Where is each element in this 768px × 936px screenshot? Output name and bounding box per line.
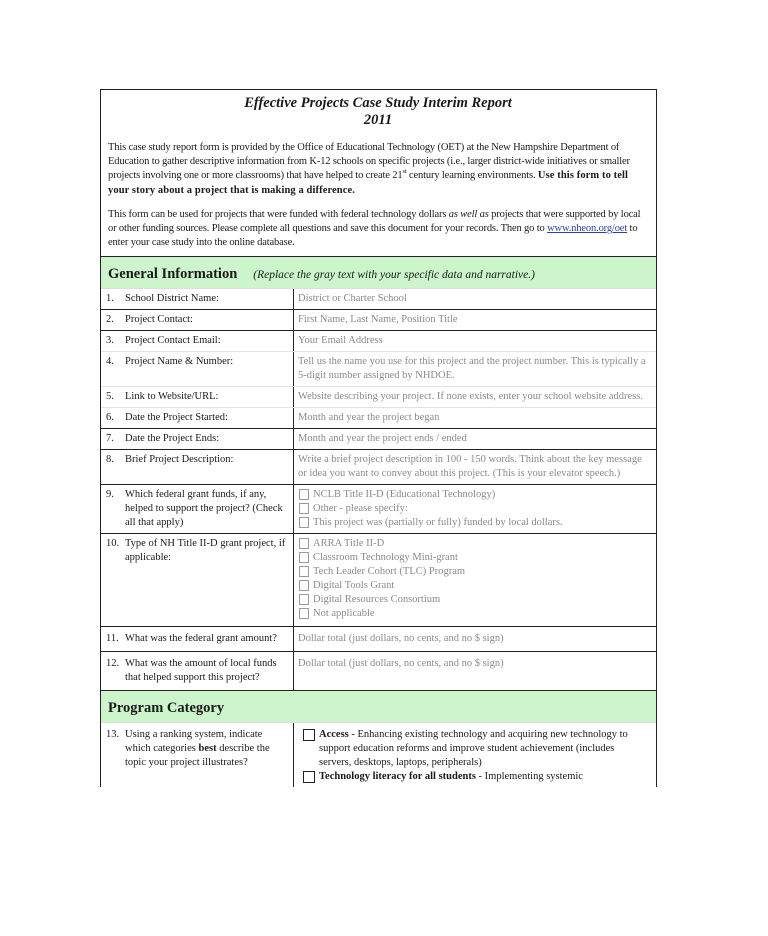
label-part: Using a ranking system, indicate which categories <box>125 729 263 755</box>
option-label <box>319 770 583 784</box>
option-label: ARRA Title II-D <box>313 538 385 550</box>
label-text: School District Name: <box>125 293 219 305</box>
intro-text: This form can be used for projects that were funded with federal technology dollars <box>108 208 449 220</box>
form-row-grant-type <box>101 534 656 627</box>
option-title: Technology literacy for all students <box>319 771 476 783</box>
row-number: 12. <box>106 658 120 670</box>
intro-text: This case study report form is provided by the Office of Educational Technology (OET) at the New Hampshire Department of Education to gather descriptive information from K-12 schools on specific projects (i.e., larger district-wide initiatives or smaller projects involving one or more classrooms) that have helped to create 21 <box>108 142 630 182</box>
category-option-access[interactable] <box>302 728 648 770</box>
intro-emphasis: Use this form to tell your story about a project that is making a difference. <box>108 170 629 196</box>
checkbox-option[interactable] <box>298 537 648 551</box>
row-number: 2. <box>106 314 114 326</box>
checkbox-option[interactable] <box>298 516 648 530</box>
option-label: Not applicable <box>313 608 375 620</box>
option-label: This project was (partially or fully) funded by local dollars. <box>313 517 563 529</box>
form-row-school-district <box>101 289 656 310</box>
checkbox-icon[interactable] <box>299 608 309 619</box>
row-label <box>101 331 294 351</box>
row-label <box>101 387 294 407</box>
intro-text: projects that were supported by local or other funding sources. Please complete all questions and save this document for your records. Then go to <box>108 208 641 235</box>
category-options <box>294 723 656 787</box>
checkbox-icon[interactable] <box>299 517 309 528</box>
checkbox-icon[interactable] <box>303 771 315 783</box>
option-label: Digital Resources Consortium <box>313 594 441 606</box>
row-number: 3. <box>106 335 114 347</box>
project-contact-field[interactable]: First Name, Last Name, Position Title <box>298 314 458 326</box>
form-row-project-contact <box>101 310 656 331</box>
checkbox-icon[interactable] <box>299 580 309 591</box>
row-number: 4. <box>106 356 114 368</box>
intro-paragraph-1 <box>108 141 648 198</box>
section-note: (Replace the gray text with your specific data and narrative.) <box>253 269 535 282</box>
local-amount-field[interactable]: Dollar total (just dollars, no cents, and no $ sign) <box>298 658 504 670</box>
intro-text-tail: century learning environments. <box>406 170 538 182</box>
row-number: 13. <box>106 729 120 741</box>
label-text: Link to Website/URL: <box>125 391 219 403</box>
checkbox-icon[interactable] <box>299 538 309 549</box>
row-label <box>101 627 294 651</box>
row-number: 1. <box>106 293 114 305</box>
option-label: Classroom Technology Mini-grant <box>313 552 458 564</box>
website-field[interactable]: Website describing your project. If none exists, enter your school website address. <box>298 391 643 403</box>
contact-email-field[interactable]: Your Email Address <box>298 335 383 347</box>
label-text: What was the amount of local funds that helped support this project? <box>125 658 277 684</box>
form-row-local-amount <box>101 652 656 691</box>
description-field[interactable]: Write a brief project description in 100 - 150 words. Think about the key message or idea you want to convey about this project. (This is your elevator speech.) <box>298 454 642 480</box>
option-label: Digital Tools Grant <box>313 580 395 592</box>
form-row-category-ranking <box>101 723 656 787</box>
checkbox-option[interactable] <box>298 502 648 516</box>
option-desc: - Enhancing existing technology and acquiring new technology to support education reforms and improve student achievement (includes servers, desktops, laptops, peripherals) <box>319 729 628 769</box>
grant-type-options <box>294 534 656 626</box>
form-row-federal-amount <box>101 627 656 652</box>
label-text: Which federal grant funds, if any, helped to support the project? (Check all that apply) <box>125 489 283 529</box>
row-label <box>101 485 294 533</box>
title-line-1: Effective Projects Case Study Interim Report <box>244 95 512 111</box>
checkbox-option[interactable] <box>298 551 648 565</box>
label-text: Project Contact: <box>125 314 193 326</box>
row-label <box>101 310 294 330</box>
label-text <box>125 728 289 784</box>
form-row-website <box>101 387 656 408</box>
form-row-date-ends <box>101 429 656 450</box>
option-title: Access <box>319 729 349 741</box>
label-emphasis: best <box>198 743 217 755</box>
section-program-category <box>101 691 656 723</box>
option-label: NCLB Title II-D (Educational Technology) <box>313 489 496 501</box>
federal-funds-options <box>294 485 656 533</box>
row-label <box>101 289 294 309</box>
row-label <box>101 723 294 787</box>
intro-italic: as well as <box>448 208 489 220</box>
category-option-tech-literacy[interactable] <box>302 770 648 784</box>
row-number: 9. <box>106 489 114 501</box>
row-number: 10. <box>106 538 120 550</box>
label-text: Project Name & Number: <box>125 356 234 368</box>
ordinal-suffix: st <box>402 168 407 176</box>
checkbox-option[interactable] <box>298 593 648 607</box>
label-part: describe the topic your project illustrates? <box>125 743 270 769</box>
option-desc: - Implementing systemic <box>475 771 583 783</box>
checkbox-icon[interactable] <box>299 552 309 563</box>
checkbox-option[interactable] <box>298 565 648 579</box>
federal-amount-field[interactable]: Dollar total (just dollars, no cents, and no $ sign) <box>298 633 504 645</box>
label-text: Date the Project Ends: <box>125 433 220 445</box>
checkbox-icon[interactable] <box>299 503 309 514</box>
option-label: Tech Leader Cohort (TLC) Program <box>313 566 466 578</box>
checkbox-option[interactable] <box>298 579 648 593</box>
row-label <box>101 652 294 690</box>
row-number: 7. <box>106 433 114 445</box>
checkbox-icon[interactable] <box>303 729 315 741</box>
row-number: 11. <box>106 633 119 645</box>
project-name-field[interactable]: Tell us the name you use for this project and the project number. This is typically a 5-digit number assigned by NHDOE. <box>298 356 646 382</box>
date-started-field[interactable]: Month and year the project began <box>298 412 440 424</box>
row-label <box>101 429 294 449</box>
form-frame <box>100 89 657 787</box>
label-text: Type of NH Title II-D grant project, if applicable: <box>125 538 286 564</box>
checkbox-option[interactable] <box>298 488 648 502</box>
row-number: 6. <box>106 412 114 424</box>
nheon-link[interactable]: www.nheon.org/oet <box>547 223 628 235</box>
checkbox-option[interactable] <box>298 607 648 621</box>
intro-paragraph-2 <box>108 208 648 251</box>
option-label <box>319 728 648 770</box>
form-row-date-started <box>101 408 656 429</box>
checkbox-icon[interactable] <box>299 566 309 577</box>
form-row-federal-funds <box>101 485 656 534</box>
checkbox-icon[interactable] <box>299 489 309 500</box>
intro-text: to enter your case study into the online database. <box>108 223 638 249</box>
form-title <box>108 95 648 129</box>
row-label <box>101 450 294 484</box>
section-title: General Information <box>108 266 238 283</box>
form-row-contact-email <box>101 331 656 352</box>
row-label <box>101 352 294 386</box>
label-text: What was the federal grant amount? <box>125 633 277 645</box>
section-title: Program Category <box>108 700 225 717</box>
form-row-description <box>101 450 656 485</box>
row-label <box>101 408 294 428</box>
label-text: Date the Project Started: <box>125 412 228 424</box>
form-page <box>100 89 657 787</box>
form-row-project-name <box>101 352 656 387</box>
label-text: Brief Project Description: <box>125 454 234 466</box>
row-number: 8. <box>106 454 114 466</box>
school-district-field[interactable]: District or Charter School <box>298 293 407 305</box>
row-number: 5. <box>106 391 114 403</box>
checkbox-icon[interactable] <box>299 594 309 605</box>
form-header <box>101 90 656 257</box>
row-label <box>101 534 294 626</box>
title-year: 2011 <box>363 112 393 128</box>
section-general-information <box>101 257 656 289</box>
option-label: Other - please specify: <box>313 503 408 515</box>
label-text: Project Contact Email: <box>125 335 221 347</box>
date-ends-field[interactable]: Month and year the project ends / ended <box>298 433 467 445</box>
